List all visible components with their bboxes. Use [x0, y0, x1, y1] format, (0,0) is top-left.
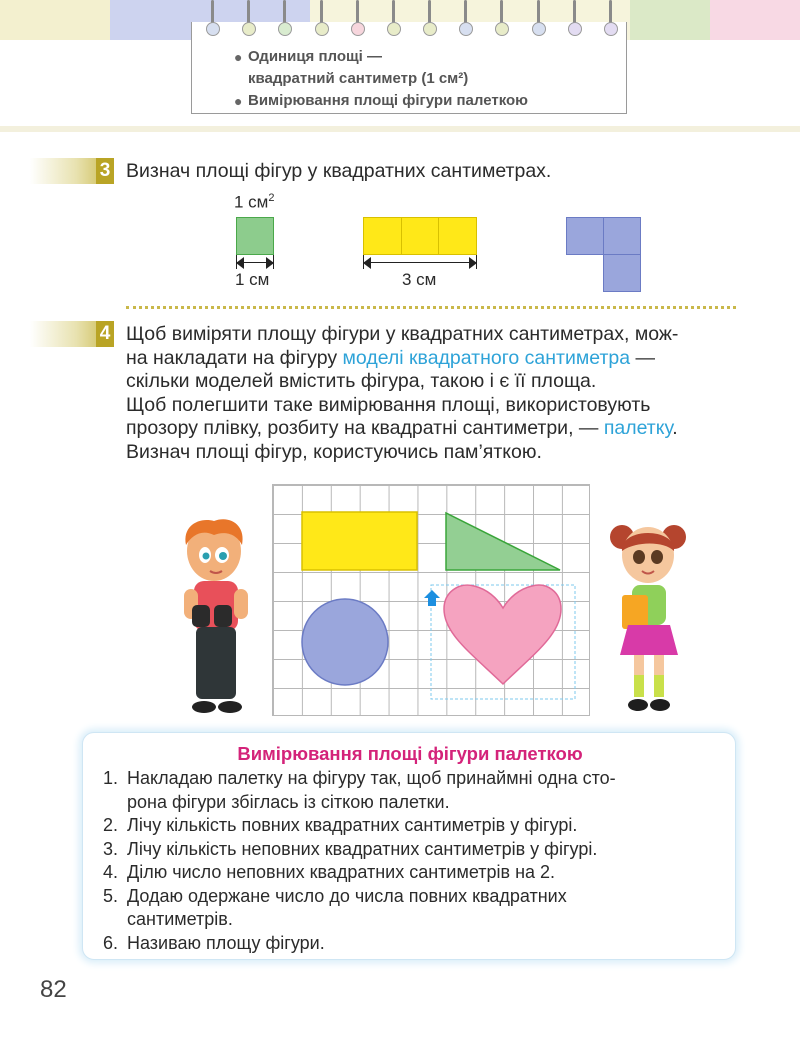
measure-label-1cm: 1 см — [235, 270, 270, 289]
spiral-ring — [383, 0, 405, 40]
yellow-rectangle — [363, 217, 477, 255]
unit-label-text: 1 см — [234, 192, 269, 212]
task-number: 4 — [96, 321, 114, 347]
text-fragment: на накладати на фігуру — [126, 346, 343, 369]
text-line: Визнач площі фігур, користуючись пам’яткою. — [126, 440, 542, 463]
spiral-ring — [347, 0, 369, 40]
section-divider — [126, 306, 736, 309]
measure-arrow-1cm — [236, 257, 274, 269]
task-4-text — [126, 323, 736, 464]
memo-step — [103, 932, 723, 956]
page-number: 82 — [40, 976, 67, 1003]
instruction-memo-box — [82, 732, 736, 960]
spiral-rings — [202, 0, 622, 40]
step-line: Накладаю палетку на фігуру так, щоб принаймні одна сто- — [127, 768, 616, 788]
text-fragment: . — [672, 417, 678, 439]
text-line: Щоб виміряти площу фігури у квадратних сантиметрах, мож- — [126, 323, 679, 345]
unit-square-label — [234, 192, 275, 213]
lesson-topics — [234, 46, 528, 112]
step-line: Лічу кількість повних квадратних сантиметрів у фігурі. — [127, 815, 578, 835]
green-unit-square — [236, 217, 274, 255]
lesson-topics-notepad — [191, 22, 627, 114]
task-3-badge — [30, 158, 114, 184]
text-line: Щоб полегшити таке вимірювання площі, використовують — [126, 393, 651, 416]
topic-text: Вимірювання площі фігури палеткою — [248, 92, 528, 109]
memo-step — [103, 861, 723, 885]
step-line: Лічу кількість неповних квадратних сантиметрів у фігурі. — [127, 838, 598, 859]
header-divider — [0, 126, 800, 132]
grid-figures — [272, 484, 590, 716]
bullet-icon: ● — [234, 49, 243, 65]
unit-label-superscript: 2 — [268, 192, 275, 204]
step-number: 3. — [103, 838, 119, 859]
spiral-ring — [238, 0, 260, 40]
text-fragment: — — [630, 346, 656, 369]
blue-square — [603, 254, 641, 292]
pink-heart-figure — [444, 585, 561, 684]
blue-circle-figure — [302, 599, 388, 685]
memo-steps — [103, 767, 723, 955]
spiral-ring — [311, 0, 333, 40]
blue-square — [566, 217, 604, 255]
spiral-ring — [274, 0, 296, 40]
step-number: 6. — [103, 932, 119, 953]
step-line: Називаю площу фігури. — [127, 932, 325, 953]
strip-segment — [0, 0, 110, 40]
bullet-spacer — [234, 68, 248, 90]
text-line: скільки моделей вмістить фігура, такою і є її площа. — [126, 370, 597, 392]
girl-with-book-illustration — [608, 515, 688, 715]
text-fragment: прозору плівку, розбиту на квадратні сантиметри, — — [126, 417, 604, 439]
spiral-ring — [419, 0, 441, 40]
memo-step — [103, 885, 723, 932]
term-highlight: моделі квадратного сантиметра — [342, 346, 631, 369]
spiral-ring — [455, 0, 477, 40]
spiral-ring — [202, 0, 224, 40]
step-line: Ділю число неповних квадратних сантиметрів на 2. — [127, 862, 556, 882]
topic-text: квадратний сантиметр (1 см²) — [248, 70, 469, 87]
spiral-ring — [528, 0, 550, 40]
yellow-rectangle-figure — [302, 512, 417, 570]
memo-title: Вимірювання площі фігури палеткою — [237, 743, 583, 764]
topic-text: Одиниця площі — — [248, 48, 383, 65]
spiral-ring — [491, 0, 513, 40]
blue-square — [603, 217, 641, 255]
step-text — [127, 767, 616, 814]
measure-arrow-3cm — [363, 257, 477, 269]
green-triangle-figure — [446, 513, 560, 570]
boy-with-binoculars-illustration — [172, 515, 252, 715]
memo-step — [103, 838, 723, 862]
step-line: сантиметрів. — [127, 909, 233, 929]
task-3-text: Визнач площі фігур у квадратних сантиметрах. — [126, 160, 552, 182]
bullet-icon: ● — [234, 93, 243, 109]
task-number: 3 — [96, 158, 114, 184]
step-line: рона фігури збіглась із сіткою палетки. — [127, 791, 450, 812]
memo-step — [103, 814, 723, 838]
term-highlight: палетку — [603, 417, 673, 439]
step-number: 5. — [103, 885, 119, 906]
memo-step — [103, 767, 723, 814]
measure-label-3cm: 3 см — [402, 270, 437, 289]
step-number: 2. — [103, 815, 119, 835]
step-number: 1. — [103, 768, 119, 788]
topic-line — [234, 46, 528, 68]
topic-line — [234, 68, 528, 90]
strip-segment — [630, 0, 710, 40]
strip-segment — [710, 0, 800, 40]
step-number: 4. — [103, 862, 119, 882]
spiral-ring — [564, 0, 586, 40]
step-text — [127, 885, 567, 932]
topic-line — [234, 90, 528, 112]
task-4-badge — [30, 321, 114, 347]
text-line — [126, 417, 736, 441]
spiral-ring — [600, 0, 622, 40]
text-line — [126, 347, 736, 371]
move-up-arrow-icon — [424, 590, 440, 606]
step-line: Додаю одержане число до числа повних квадратних — [127, 885, 567, 906]
